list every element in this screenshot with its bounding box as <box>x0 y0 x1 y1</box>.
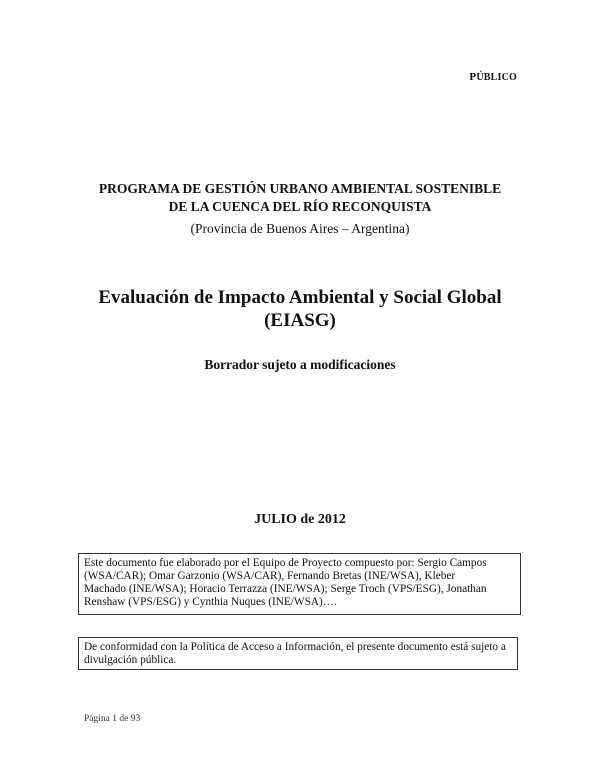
publication-date: JULIO de 2012 <box>254 512 346 527</box>
authors-box <box>78 553 521 615</box>
authors-line-1: Este documento fue elaborado por el Equipo de Proyecto compuesto por: Sergio Campos <box>84 557 487 569</box>
authors-line-2: (WSA/CAR); Omar Garzonio (WSA/CAR), Fernando Bretas (INE/WSA), Kleber <box>84 570 456 582</box>
authors-line-4: Renshaw (VPS/ESG) y Cynthia Nuques (INE/WSA)…. <box>84 596 337 608</box>
program-title-line-2: DE LA CUENCA DEL RÍO RECONQUISTA <box>168 199 432 214</box>
disclosure-line-2: divulgación pública. <box>84 654 177 666</box>
program-title-line-1: PROGRAMA DE GESTIÓN URBANO AMBIENTAL SOSTENIBLE <box>98 181 502 196</box>
disclosure-line-1: De conformidad con la Política de Acceso a Información, el presente documento está sujeto a <box>84 641 506 653</box>
classification-rest: ÚBLICO <box>476 72 517 83</box>
main-title-line-2: (EIASG) <box>264 310 336 331</box>
draft-note: Borrador sujeto a modificaciones <box>204 357 396 372</box>
disclosure-box <box>78 637 518 670</box>
classification-label <box>469 71 517 83</box>
authors-line-3: Machado (INE/WSA); Horacio Terrazza (INE/WSA); Serge Troch (VPS/ESG), Jonathan <box>84 583 487 595</box>
province-subtitle: (Provincia de Buenos Aires – Argentina) <box>190 221 410 236</box>
page-number: Página 1 de 93 <box>84 714 141 724</box>
classification-initial: P <box>469 71 477 83</box>
main-title <box>0 286 600 332</box>
main-title-line-1: Evaluación de Impacto Ambiental y Social Global <box>98 287 502 308</box>
program-title <box>0 180 600 216</box>
